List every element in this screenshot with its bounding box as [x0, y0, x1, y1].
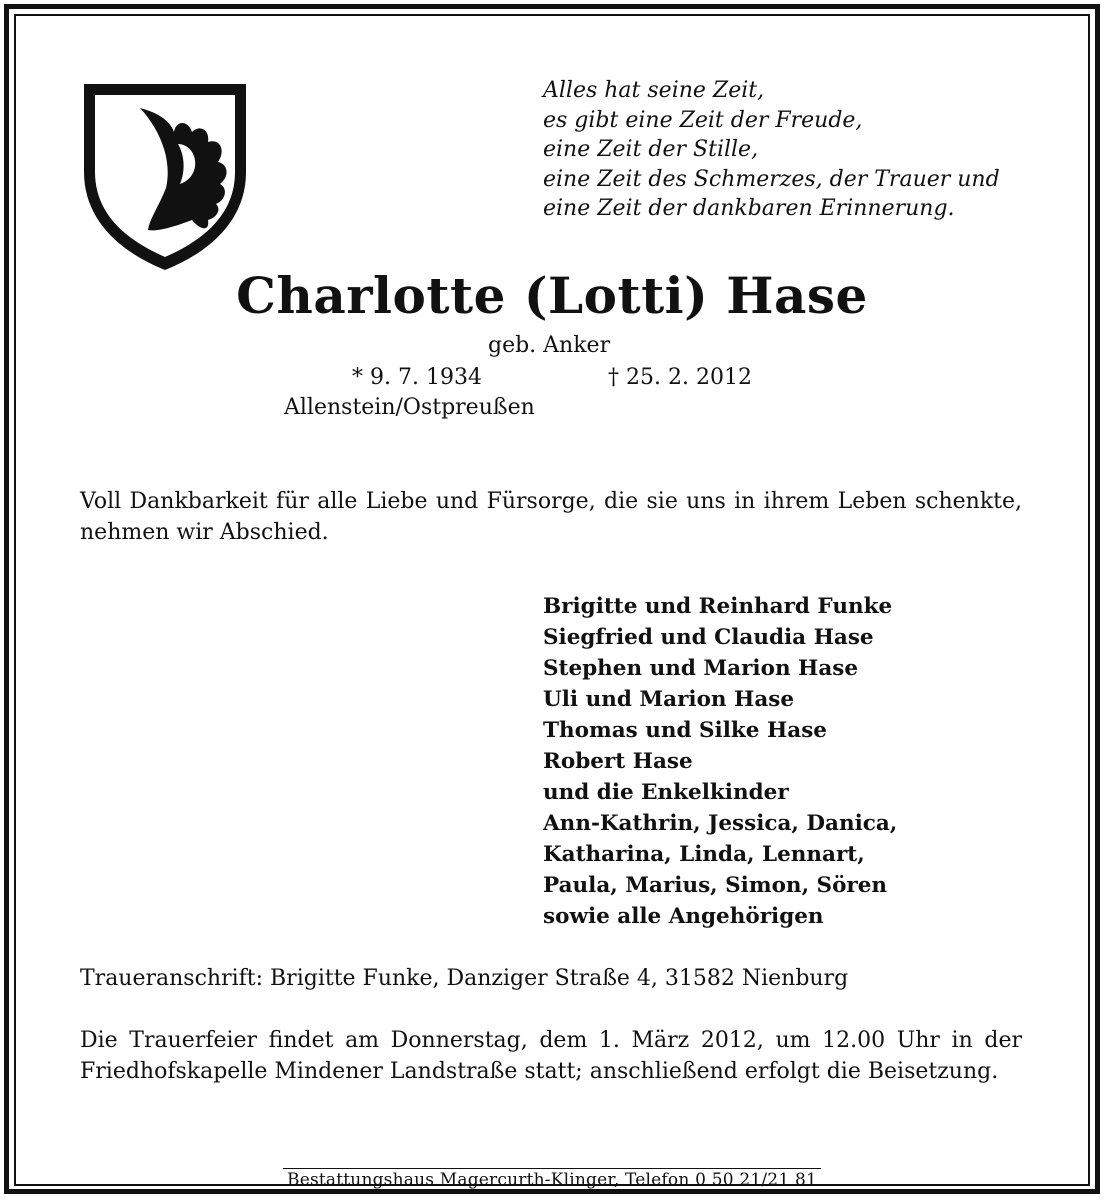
maiden-name: geb. Anker	[488, 333, 611, 358]
gratitude-paragraph: Voll Dankbarkeit für alle Liebe und Fürsorge, die sie uns in ihrem Leben schenkte, nehmen wir Abschied.	[80, 489, 1022, 545]
poem-line: es gibt eine Zeit der Freude,	[543, 107, 863, 133]
death-date: † 25. 2. 2012	[608, 365, 752, 390]
birthplace: Allenstein/Ostpreußen	[284, 395, 535, 420]
funeral-home-footer	[0, 1168, 1104, 1190]
list-item: Siegfried und Claudia Hase	[543, 625, 874, 650]
birth-date: * 9. 7. 1934	[352, 365, 482, 390]
list-item: Uli und Marion Hase	[543, 687, 795, 712]
antler-coat-of-arms-icon	[80, 80, 250, 272]
mourners-list	[543, 591, 897, 932]
list-item: Ann-Kathrin, Jessica, Danica,	[543, 811, 898, 836]
list-item: Katharina, Linda, Lennart,	[543, 842, 865, 867]
poem-line: eine Zeit der dankbaren Erinnerung.	[543, 196, 955, 221]
poem-line: eine Zeit des Schmerzes, der Trauer und	[543, 166, 1000, 192]
list-item: Robert Hase	[543, 749, 693, 774]
deceased-name: Charlotte (Lotti) Hase	[236, 266, 868, 325]
list-item: Brigitte und Reinhard Funke	[543, 594, 893, 619]
funeral-home-contact: Bestattungshaus Magercurth-Klinger, Telefon 0 50 21/21 81	[283, 1168, 821, 1190]
list-item: Paula, Marius, Simon, Sören	[543, 873, 888, 898]
poem-line: eine Zeit der Stille,	[543, 137, 759, 162]
mourning-address: Traueranschrift: Brigitte Funke, Danziger Straße 4, 31582 Nienburg	[80, 966, 849, 991]
poem	[543, 76, 1063, 224]
ceremony-paragraph: Die Trauerfeier findet am Donnerstag, dem 1. März 2012, um 12.00 Uhr in der Friedhofskapelle Mindener Landstraße statt; anschließend erfolgt die Beisetzung.	[80, 1028, 1022, 1084]
list-item: Thomas und Silke Hase	[543, 718, 827, 743]
list-item: Stephen und Marion Hase	[543, 656, 859, 681]
poem-line: Alles hat seine Zeit,	[543, 78, 765, 103]
list-item: und die Enkelkinder	[543, 780, 789, 805]
list-item: sowie alle Angehörigen	[543, 904, 824, 929]
